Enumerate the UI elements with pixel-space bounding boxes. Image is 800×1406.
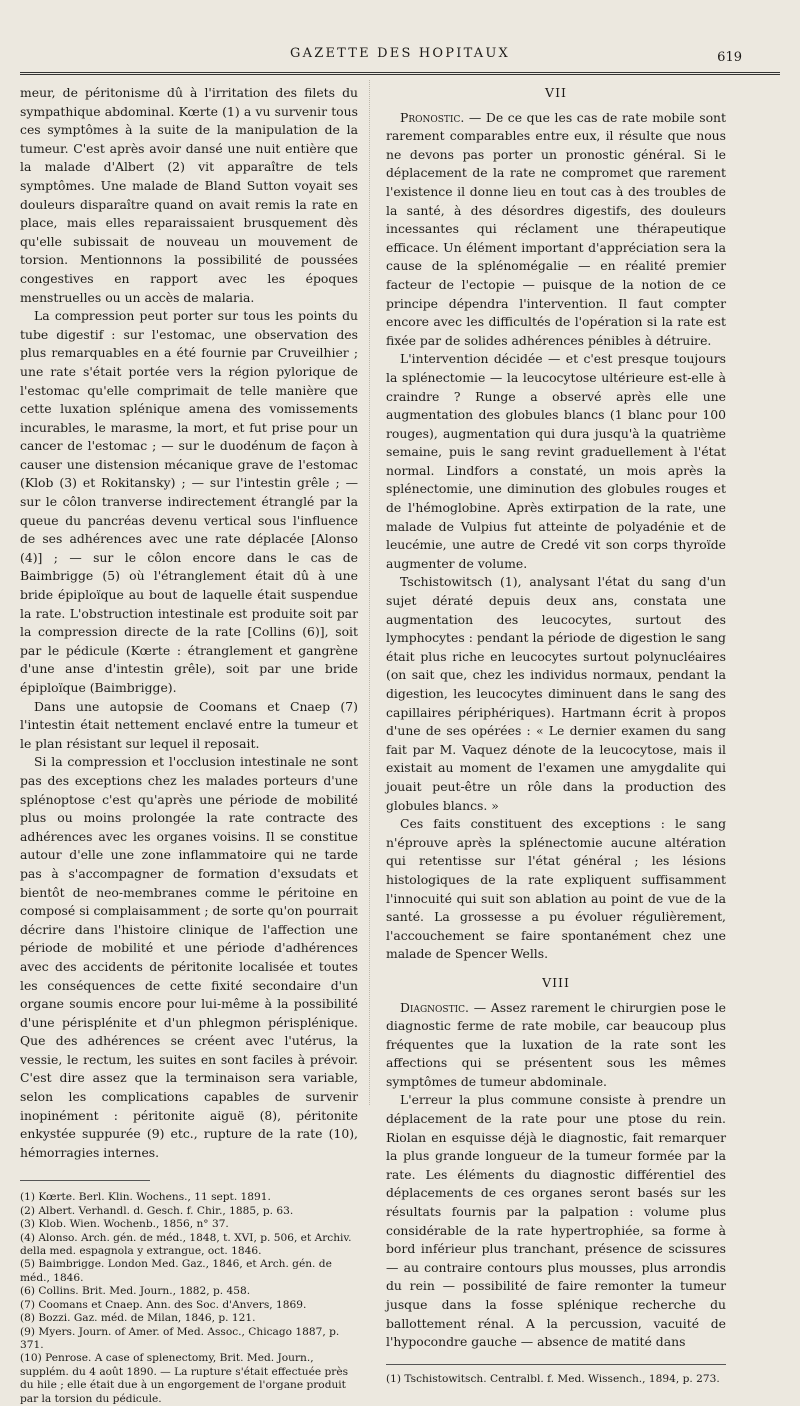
header-rule (20, 72, 780, 77)
right-paragraph: — Assez rarement le chirurgien pose le diagnostic ferme de rate mobile, car beaucoup plus fréquentes que la luxation de la rate sont les affections qui se présentent sous les mêmes symptômes de tumeur abdominale. (386, 999, 726, 1089)
footnote: (10) Penrose. A case of splenectomy, Brit. Med. Journ., supplém. du 4 août 1890. — La rupture s'était effectuée près du hile ; elle était due à un engorgement de l'organe produit par la torsion du pédicule. (20, 1352, 349, 1405)
right-paragraph: L'erreur la plus commune consiste à prendre un déplacement de la rate pour une ptose du rein. Riolan en esquisse déjà le diagnostic, fait remarquer la plus grande longueur de la tumeur formée par la rate. Les éléments du diagnostic différentiel des déplacements de ces organes seront basés sur les résultats fournis par la palpation : volume plus considérable de la rate hypertrophiée, sa forme à bord inférieur plus tranchant, présence de scissures — au contraire contours plus mousses, plus arrondis du rein — possibilité de faire remonter la tumeur jusque dans la fosse splénique recherche du ballottement rénal. A la percussion, vacuité de l'hypocondre gauche — absence de matité dans (386, 1092, 726, 1350)
page-number: 619 (717, 50, 742, 65)
footnote: (2) Albert. Verhandl. d. Gesch. f. Chir., 1885, p. 63. (20, 1204, 294, 1217)
footnote: (3) Klob. Wien. Wochenb., 1856, n° 37. (20, 1218, 229, 1231)
footnote: (7) Coomans et Cnaep. Ann. des Soc. d'Anvers, 1869. (20, 1298, 307, 1311)
right-column (386, 84, 726, 1386)
left-paragraph: meur, de péritonisme dû à l'irritation des filets du sympathique abdominal. Kœrte (1) a vu survenir tous ces symptômes à la suite de la manipulation de la tumeur. C'est après avoir dansé une nuit entière que la malade d'Albert (2) vit apparaître de tels symptômes. Une malade de Bland Sutton voyait ses douleurs disparaître quand on avait remis la rate en place, mais elles reparaissaient brusquement dès qu'elle subissait de nouveau un mouvement de torsion. Mentionnons la possibilité de poussées congestives en rapport avec les époques menstruelles ou un accès de malaria. (20, 85, 358, 305)
section-heading-vii: VII (545, 85, 567, 100)
left-paragraph: Si la compression et l'occlusion intestinale ne sont pas des exceptions chez les malades porteurs d'une splénoptose c'est qu'après une période de mobilité plus ou moins prolongée la rate contracte des adhérences avec les organes voisins. Il se constitue autour d'elle une zone inflammatoire qui ne tarde pas à s'accompagner de formation d'exsudats et bientôt de neo-membranes comme le péritoine en composé si complaisamment ; de sorte qu'on pourrait décrire dans l'histoire clinique de l'affection une période de mobilité et une période d'adhérences avec des accidents de péritonite localisée et toutes les conséquences de cette fixité secondaire d'un organe soumis encore pour lui-même à la possibilité d'une périsplénite et d'un phlegmon périsplénique. Que des adhérences se créent avec l'utérus, la vessie, le rectum, les suites en sont faciles à prévoir. C'est dire assez que la terminaison sera variable, selon les complications capables de survenir inopinément : péritonite aiguë (8), péritonite enkystée suppurée (9) etc., rupture de la rate (10), hémorragies internes. (20, 754, 358, 1160)
column-separator (369, 80, 370, 1105)
left-paragraph: Dans une autopsie de Coomans et Cnaep (7) l'intestin était nettement enclavé entre la tumeur et le plan résistant sur lequel il reposait. (20, 698, 358, 751)
right-footnote-rule (386, 1364, 726, 1365)
footnote: (9) Myers. Journ. of Amer. of Med. Assoc., Chicago 1887, p. 371. (20, 1325, 340, 1351)
right-paragraph: — De ce que les cas de rate mobile sont rarement comparables entre eux, il résulte que nous ne devons pas porter un pronostic général. Si le déplacement de la rate ne compromet que rarement l'existence il donne lieu en tout cas à des troubles de la santé, à des désordres digestifs, des douleurs incessantes qui réclament une thérapeutique efficace. Un élément important d'appréciation sera la cause de la splénomégalie — en réalité premier facteur de l'ectopie — puisque de la notion de ce principe dépendra l'intervention. Il faut compter encore avec les difficultés de l'opération si la rate est fixée par de solides adhérences pénibles à détruire. (386, 109, 726, 348)
footnotes-list (20, 1191, 358, 1406)
footnote: (1) Kœrte. Berl. Klin. Wochens., 11 sept. 1891. (20, 1191, 271, 1204)
footnote: (8) Bozzi. Gaz. méd. de Milan, 1846, p. 121. (20, 1312, 256, 1325)
footnote: (4) Alonso. Arch. gén. de méd., 1848, t. XVI, p. 506, et Archiv. della med. espagnola y extrangue, oct. 1846. (20, 1231, 352, 1258)
footnote: (5) Baimbrigge. London Med. Gaz., 1846, et Arch. gén. de méd., 1846. (20, 1258, 332, 1284)
footnote: (6) Collins. Brit. Med. Journ., 1882, p. 458. (20, 1285, 251, 1298)
right-paragraph: L'intervention décidée — et c'est presque toujours la splénectomie — la leucocytose ultérieure est-elle à craindre ? Runge a observé après elle une augmentation des globules blancs (1 blanc pour 100 rouges), augmentation qui dura jusqu'à la quatrième semaine, puis le sang revint graduellement à l'état normal. Lindfors a constaté, un mois après la splénectomie, une diminution des globules rouges et de l'hémoglobine. Après extirpation de la rate, une malade de Vulpius fut atteinte de polyadénie et de leucémie, une autre de Credé vit son corps thyroïde augmenter de volume. (386, 351, 726, 571)
page-header (0, 44, 800, 70)
journal-title: GAZETTE DES HOPITAUX (290, 46, 510, 61)
left-paragraph: La compression peut porter sur tous les points du tube digestif : sur l'estomac, une observation des plus remarquables en a été fournie par Cruveilhier ; une rate s'était portée vers la région pylorique de l'estomac qu'elle comprimait de telle manière que cette luxation splénique amena des vomissements incurables, le marasme, la mort, et fut prise pour un cancer de l'estomac ; — sur le duodénum de façon à causer une distension mécanique grave de l'estomac (Klob (3) et Rokitansky) ; — sur l'intestin grêle ; — sur le côlon tranverse indirectement étranglé par la queue du pancréas devenu vertical sous l'influence de ses adhérences avec une rate déplacée [Alonso (4)] ; — sur le côlon encore dans le cas de Baimbrigge (5) où l'étranglement était dû à une bride épiploïque au bout de laquelle était suspendue la rate. L'obstruction intestinale est produite soit par la compression directe de la rate [Collins (6)], soit par le pédicule (Kœrte : étranglement et gangrène d'une anse d'intestin grêle), soit par une bride épiploïque (Baimbrigge). (20, 308, 358, 695)
right-paragraph: Ces faits constituent des exceptions : le sang n'éprouve après la splénectomie aucune altération qui retentisse sur l'état général ; les lésions histologiques de la rate expliquent suffisamment l'innocuité qui suit son ablation au point de vue de la santé. La grossesse a pu évoluer régulièrement, l'accouchement se faire spontanément chez une malade de Spencer Wells. (386, 816, 726, 962)
footnotes-rule (20, 1180, 150, 1181)
left-column (20, 84, 358, 1406)
section-label-pronostic: Pronostic. (400, 109, 465, 125)
right-footnote: (1) Tschistowitsch. Centralbl. f. Med. Wissench., 1894, p. 273. (386, 1372, 720, 1385)
section-label-diagnostic: Diagnostic. (400, 999, 469, 1015)
right-paragraph: Tschistowitsch (1), analysant l'état du sang d'un sujet dératé depuis deux ans, constata une augmentation des leucocytes, surtout des lymphocytes : pendant la période de digestion le sang était plus riche en leucocytes surtout polynucléaires (on sait que, chez les individus normaux, pendant la digestion, les leucocytes diminuent dans le sang des capillaires périphériques). Hartmann écrit à propos d'une de ses opérées : « Le dernier examen du sang fait par M. Vaquez dénote de la leucocytose, mais il existait au moment de l'examen une amygdalite qui jouait peut-être un rôle dans la production des globules blancs. » (386, 574, 726, 813)
section-heading-viii: VIII (542, 974, 570, 990)
